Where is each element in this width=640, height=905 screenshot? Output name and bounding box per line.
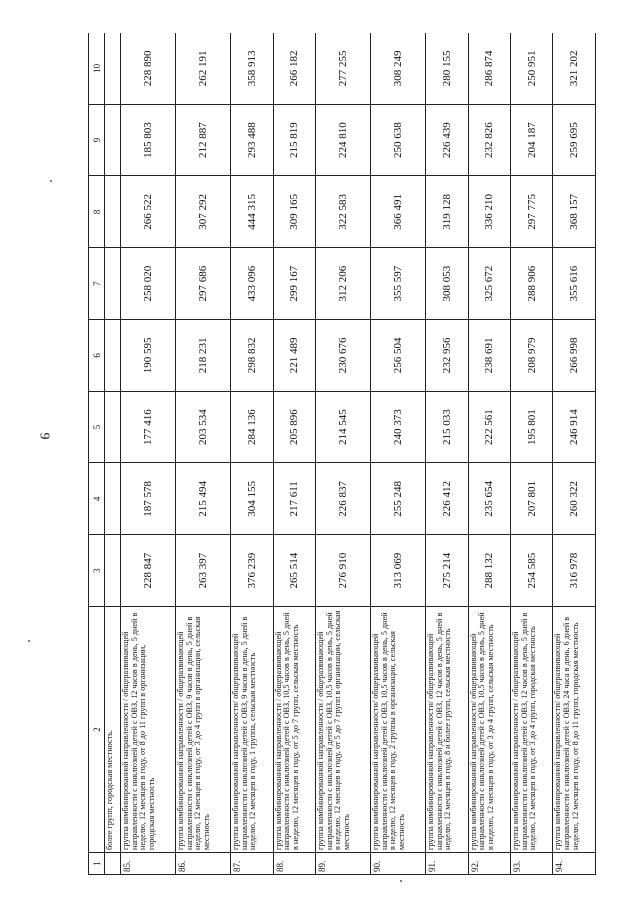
row-value: 297 686: [176, 248, 231, 320]
row-value: 284 136: [231, 391, 273, 463]
row-value: [105, 104, 121, 176]
table-row: [468, 33, 510, 875]
table-row: [121, 33, 176, 875]
row-value: 275 214: [426, 535, 468, 607]
row-number: [105, 853, 121, 875]
row-value: 215 819: [273, 104, 315, 176]
row-value: 218 231: [176, 320, 231, 392]
row-value: 313 069: [371, 535, 426, 607]
row-value: 185 803: [121, 104, 176, 176]
row-number: 85.: [121, 853, 176, 875]
row-value: 316 978: [553, 535, 596, 607]
row-value: 298 832: [231, 320, 273, 392]
row-value: 222 561: [468, 391, 510, 463]
row-value: 230 676: [316, 320, 371, 392]
row-value: 204 187: [511, 104, 553, 176]
row-value: 297 775: [511, 176, 553, 248]
row-description: группа комбинированной направленности/ общеразвивающей направленности с инклюзией детей с ОВЗ, 10,5 часов в день, 5 дней в неделю, 12 месяцев в году, от 3 до 4 групп, сельская местность: [468, 607, 510, 853]
row-value: 368 157: [553, 176, 596, 248]
column-header: 1: [89, 853, 105, 875]
table-row: [176, 33, 231, 875]
row-number: 87.: [231, 853, 273, 875]
scan-speck: [400, 880, 402, 882]
row-value: 266 182: [273, 33, 315, 104]
row-value: 307 292: [176, 176, 231, 248]
row-number: 86.: [176, 853, 231, 875]
row-value: 214 545: [316, 391, 371, 463]
row-value: 286 874: [468, 33, 510, 104]
table-row: [273, 33, 315, 875]
table-row: [231, 33, 273, 875]
column-header: 10: [89, 33, 105, 104]
row-value: 238 691: [468, 320, 510, 392]
row-value: 235 654: [468, 463, 510, 535]
row-description: группа комбинированной направленности / общеразвивающей направленности с инклюзией детей с ОВЗ, 12 часов в день, 5 дней в неделю, 12 месяцев в году, от 3 до 4 групп, городская местность: [511, 607, 553, 853]
row-value: 250 951: [511, 33, 553, 104]
row-value: [105, 248, 121, 320]
row-description: группа комбинированной направленности/ общеразвивающей направленности с инклюзией детей с ОВЗ, 10,5 часов в день, 5 дней в неделю, 12 месяцев в году, 2 группы в организации, сельская местность: [371, 607, 426, 853]
row-value: 280 155: [426, 33, 468, 104]
table-body: [105, 33, 596, 875]
column-header: 9: [89, 104, 105, 176]
row-value: 215 494: [176, 463, 231, 535]
column-header: 5: [89, 391, 105, 463]
row-value: [105, 391, 121, 463]
row-value: 212 887: [176, 104, 231, 176]
row-value: 177 416: [121, 391, 176, 463]
row-value: 259 695: [553, 104, 596, 176]
row-value: 376 239: [231, 535, 273, 607]
row-value: 240 373: [371, 391, 426, 463]
row-value: 224 810: [316, 104, 371, 176]
row-value: 265 514: [273, 535, 315, 607]
row-value: 304 155: [231, 463, 273, 535]
row-number: 88.: [273, 853, 315, 875]
row-number: 93.: [511, 853, 553, 875]
row-value: 266 998: [553, 320, 596, 392]
row-description: группа комбинированной направленности/ общеразвивающей направленности с инклюзией детей с ОВЗ, 12 часов в день, 5 дней в неделю, 12 месяцев в году, 8 и более групп, сельская местность: [426, 607, 468, 853]
row-description: группа комбинированной направленности / общеразвивающей направленности с инклюзией детей с ОВЗ, 9 часов в день, 5 дней в неделю, 12 месяцев в году, от 3 до 4 групп в организации, сельская местность: [176, 607, 231, 853]
row-value: 208 979: [511, 320, 553, 392]
row-value: 221 489: [273, 320, 315, 392]
row-value: 325 672: [468, 248, 510, 320]
row-value: 187 578: [121, 463, 176, 535]
row-value: 215 033: [426, 391, 468, 463]
column-header: 4: [89, 463, 105, 535]
row-number: 94.: [553, 853, 596, 875]
row-value: 232 826: [468, 104, 510, 176]
row-value: 355 616: [553, 248, 596, 320]
row-value: 262 191: [176, 33, 231, 104]
row-value: 254 585: [511, 535, 553, 607]
row-value: 203 534: [176, 391, 231, 463]
row-value: 260 322: [553, 463, 596, 535]
row-value: 276 910: [316, 535, 371, 607]
row-value: [105, 463, 121, 535]
row-value: 444 315: [231, 176, 273, 248]
column-header: 7: [89, 248, 105, 320]
row-value: 319 128: [426, 176, 468, 248]
table-row: [371, 33, 426, 875]
row-number: 91.: [426, 853, 468, 875]
row-value: [105, 33, 121, 104]
row-value: 217 611: [273, 463, 315, 535]
table-row: [511, 33, 553, 875]
row-value: [105, 320, 121, 392]
row-value: 288 132: [468, 535, 510, 607]
scan-speck: [28, 640, 30, 642]
row-value: 321 202: [553, 33, 596, 104]
row-value: 226 412: [426, 463, 468, 535]
row-number: 92.: [468, 853, 510, 875]
row-number: 89.: [316, 853, 371, 875]
table-row: [105, 33, 121, 875]
row-value: 263 397: [176, 535, 231, 607]
row-value: 232 956: [426, 320, 468, 392]
row-value: [105, 535, 121, 607]
row-value: 308 053: [426, 248, 468, 320]
row-value: 309 165: [273, 176, 315, 248]
row-value: 226 439: [426, 104, 468, 176]
row-value: 308 249: [371, 33, 426, 104]
row-value: 250 638: [371, 104, 426, 176]
row-description: группа комбинированной направленности / общеразвивающей направленности с инклюзией детей с ОВЗ, 12 часов в день, 5 дней в неделю, 12 месяцев в году, от 8 до 11 групп в организации, городская местность: [121, 607, 176, 853]
row-value: 312 206: [316, 248, 371, 320]
row-description: группа комбинированной направленности/ общеразвивающей направленности с инклюзией детей с ОВЗ, 24 часа в день, 6 дней в неделю, 12 месяцев в году, от 8 до 11 групп, городская местность: [553, 607, 596, 853]
row-value: 195 801: [511, 391, 553, 463]
row-value: 288 906: [511, 248, 553, 320]
row-value: 277 255: [316, 33, 371, 104]
table-row: [553, 33, 596, 875]
row-value: [105, 176, 121, 248]
row-value: 205 896: [273, 391, 315, 463]
row-value: 366 491: [371, 176, 426, 248]
row-value: 266 522: [121, 176, 176, 248]
row-value: 336 210: [468, 176, 510, 248]
row-description: группа комбинированной направленности / общеразвивающей направленности с инклюзией детей с ОВЗ, 10,5 часов в день, 5 дней в неделю, 12 месяцев в году, от 5 до 7 групп, сельская местность: [273, 607, 315, 853]
row-value: 299 167: [273, 248, 315, 320]
row-value: 255 248: [371, 463, 426, 535]
row-value: 433 096: [231, 248, 273, 320]
table-row: [426, 33, 468, 875]
row-value: 207 801: [511, 463, 553, 535]
row-value: 226 837: [316, 463, 371, 535]
row-value: 358 913: [231, 33, 273, 104]
row-description: более групп, городская местность.: [105, 607, 121, 853]
row-description: группа комбинированной направленности/ общеразвивающей направленности с инклюзией детей с ОВЗ, 9 часов в день, 5 дней в неделю, 12 месяцев в году, 1 группа, сельская местность: [231, 607, 273, 853]
row-value: 246 914: [553, 391, 596, 463]
column-header: 6: [89, 320, 105, 392]
table-row: [316, 33, 371, 875]
column-header: 2: [89, 607, 105, 853]
table-header-row: [89, 33, 105, 875]
row-value: 190 595: [121, 320, 176, 392]
column-header: 8: [89, 176, 105, 248]
cost-table: [88, 33, 596, 875]
row-value: 228 890: [121, 33, 176, 104]
column-header: 3: [89, 535, 105, 607]
row-value: 355 597: [371, 248, 426, 320]
row-value: 228 847: [121, 535, 176, 607]
row-value: 322 583: [316, 176, 371, 248]
row-value: 258 020: [121, 248, 176, 320]
row-value: 293 488: [231, 104, 273, 176]
page-number: 9: [36, 432, 52, 440]
row-description: группа комбинированной направленности / общеразвивающей направленности с инклюзией детей с ОВЗ, 10,5 часов в день, 5 дней в неделю, 12 месяцев в году, от 5 до 7 групп в организации, сельская местность: [316, 607, 371, 853]
rotated-table-container: [88, 33, 596, 875]
row-value: 256 504: [371, 320, 426, 392]
rotated-page: [88, 33, 596, 875]
scan-speck: [50, 180, 52, 182]
row-number: 90.: [371, 853, 426, 875]
